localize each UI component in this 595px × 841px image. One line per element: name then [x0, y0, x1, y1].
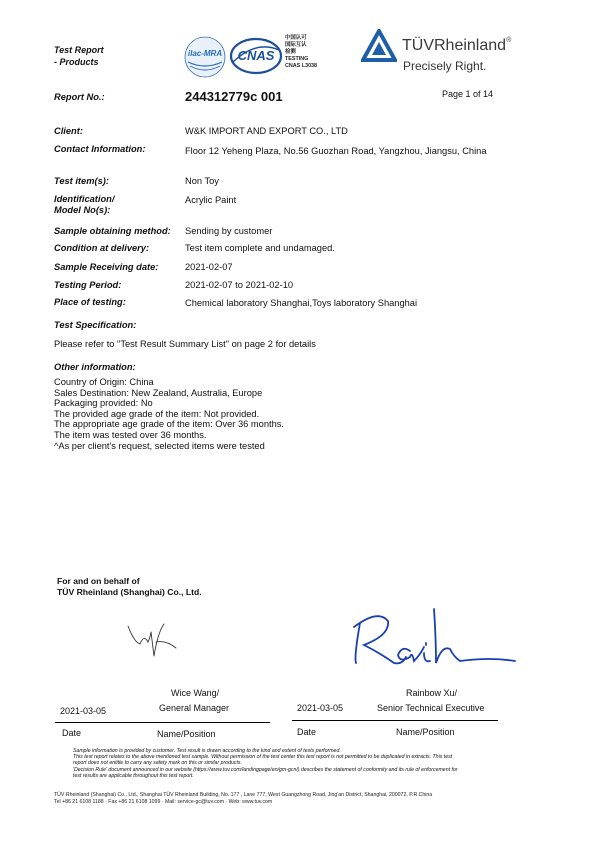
report-number: 244312779c 001: [185, 89, 283, 104]
on-behalf-of: [57, 576, 202, 597]
other-info-line: Country of Origin: China: [54, 377, 154, 387]
left-signer-name: Wice Wang/: [171, 688, 220, 698]
tuv-brand-text: TÜVRheinland: [402, 37, 507, 54]
test-specification-label: Test Specification:: [54, 320, 137, 330]
report-number-label: Report No.:: [54, 92, 105, 102]
cnas-cn-line1: 中国认可: [285, 35, 307, 41]
other-info-line: The provided age grade of the item: Not provided.: [54, 408, 260, 419]
right-date-label: Date: [297, 727, 317, 737]
cnas-testing: TESTING: [285, 56, 309, 62]
identification-value: Acrylic Paint: [185, 195, 237, 205]
left-signature-line: [55, 722, 270, 723]
cnas-testing-text: [285, 35, 317, 70]
disclaimer-line: report does not entitle to carry any safety mark on this or similar products.: [73, 760, 242, 767]
sample-method-label: Sample obtaining method:: [54, 226, 171, 236]
right-name-position-label: Name/Position: [396, 727, 455, 737]
ilac-mra-logo: [184, 36, 226, 78]
left-name-position-label: Name/Position: [157, 729, 216, 739]
footer-line1: TÜV Rheinland (Shanghai) Co., Ltd., Shanghai TÜV Rheinland Building, No. 177 , Lane 777, West Guangzhong Road, Jing'an District, Shanghai, 200072, P.R.China: [54, 792, 433, 798]
left-sign-date: 2021-03-05: [60, 706, 107, 716]
right-signer-position: Senior Technical Executive: [377, 703, 485, 713]
other-information-list: [54, 377, 284, 451]
cnas-cn-line3: 检测: [285, 49, 296, 55]
receiving-date-value: 2021-02-07: [185, 262, 233, 272]
footer-line2: Tel +86 21 6108 1188 · Fax +86 21 6108 1099 · Mail: service-gc@tuv.com · Web: www.tuv.com: [54, 798, 273, 805]
test-items-label: Test item(s):: [54, 176, 109, 186]
disclaimer-line: This test report relates to the above mentioned test sample. Without permission of the test center this test report is not permitted to be duplicated in extracts. This test: [73, 754, 453, 761]
test-specification-text: Please refer to "Test Result Summary List" on page 2 for details: [54, 339, 316, 349]
receiving-date-label: Sample Receiving date:: [54, 262, 159, 272]
on-behalf-line1: For and on behalf of: [57, 576, 140, 586]
right-signature-line: [292, 720, 498, 721]
disclaimer: [73, 748, 533, 779]
left-date-label: Date: [62, 728, 82, 738]
other-info-line: The item was tested over 36 months.: [54, 429, 207, 440]
disclaimer-line: test results are applicable throughout this test report.: [73, 772, 194, 779]
right-signer-name: Rainbow Xu/: [406, 688, 458, 698]
test-items-value: Non Toy: [185, 176, 219, 186]
page-number: Page 1 of 14: [442, 89, 494, 99]
place-of-testing-value: Chemical laboratory Shanghai,Toys laboratory Shanghai: [185, 298, 418, 308]
testing-period-label: Testing Period:: [54, 280, 122, 290]
report-type-line2: - Products: [54, 57, 99, 67]
cnas-logo-text: CNAS: [237, 48, 275, 63]
sample-method-value: Sending by customer: [185, 226, 273, 236]
other-info-line: Packaging provided: No: [54, 398, 153, 409]
left-signature-image: [120, 612, 190, 662]
ilac-logo-text: ilac-MRA: [187, 49, 223, 58]
identification-label: [54, 194, 114, 216]
footer-address: [54, 792, 544, 805]
tuv-tagline: Precisely Right.: [403, 59, 487, 73]
identification-label-line1: Identification/: [54, 194, 115, 204]
report-type: [54, 44, 104, 68]
condition-label: Condition at delivery:: [54, 243, 150, 253]
other-information-label: Other information:: [54, 362, 136, 372]
on-behalf-line2: TÜV Rheinland (Shanghai) Co., Ltd.: [57, 586, 202, 597]
client-value: W&K IMPORT AND EXPORT CO., LTD: [185, 126, 348, 136]
tuv-triangle-icon: [361, 29, 397, 63]
right-signature-image: [350, 605, 520, 675]
disclaimer-line: 'Decision Rule' document announced in our website (https://www.tuv.com/landingpage/en/gm-gcn/) describes the statement of conformity and its rule of enforcement for: [73, 766, 458, 773]
left-signer-position: General Manager: [159, 703, 230, 713]
client-label: Client:: [54, 126, 83, 136]
tuv-brand-name: [402, 37, 511, 55]
other-info-line: The appropriate age grade of the item: Over 36 months.: [54, 419, 284, 430]
place-of-testing-label: Place of testing:: [54, 297, 126, 307]
contact-value: Floor 12 Yeheng Plaza, No.56 Guozhan Road, Yangzhou, Jiangsu, China: [185, 146, 487, 156]
contact-label: Contact Information:: [54, 144, 146, 154]
other-info-line: Sales Destination: New Zealand, Australia, Europe: [54, 387, 263, 398]
cnas-logo: [229, 36, 283, 76]
cnas-number: CNAS L3038: [285, 63, 318, 69]
testing-period-value: 2021-02-07 to 2021-02-10: [185, 280, 294, 290]
other-info-line: ^As per client's request, selected items were tested: [54, 440, 265, 451]
cnas-cn-line2: 国际互认: [285, 42, 307, 48]
condition-value: Test item complete and undamaged.: [185, 243, 335, 253]
identification-label-line2: Model No(s):: [54, 205, 111, 215]
right-sign-date: 2021-03-05: [297, 703, 344, 713]
report-type-line1: Test Report: [54, 45, 104, 55]
disclaimer-line: Sample information is provided by customer. Test result is drawn according to the kind and extent of tests performed.: [73, 748, 341, 754]
tuv-registered-mark: ®: [506, 37, 512, 44]
